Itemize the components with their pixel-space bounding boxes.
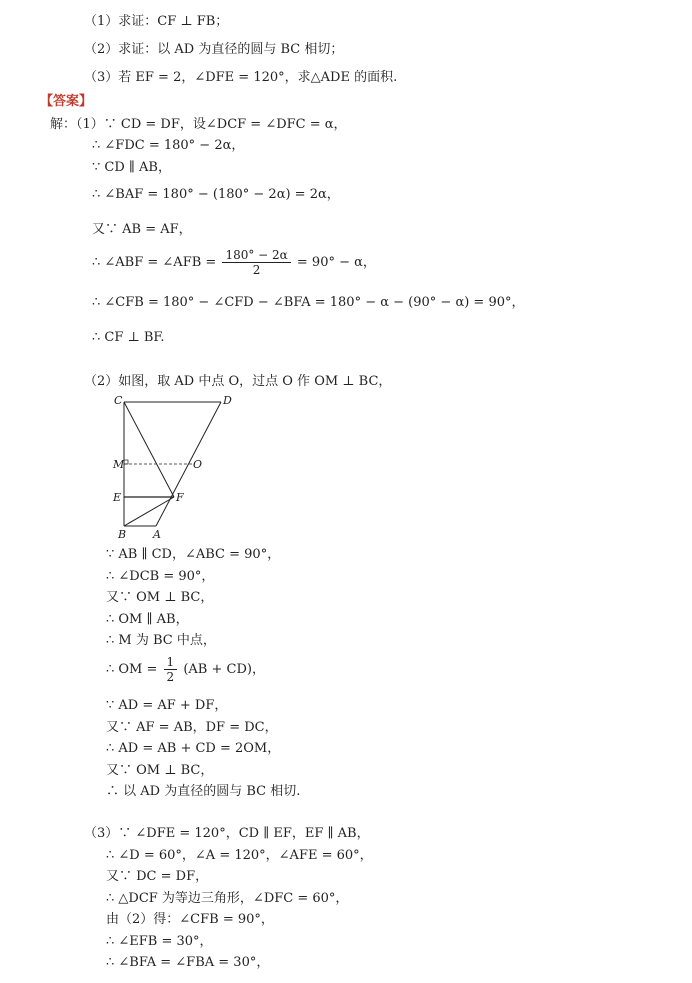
p1-line-7: ∴ ∠CFB = 180° − ∠CFD − ∠BFA = 180° − α − (90° − α) = 90°，	[92, 295, 525, 310]
p2-line-9: 又∵ AF = AB，DF = DC，	[106, 720, 278, 735]
p2-line-5: ∴ OM ∥ AB，	[106, 612, 189, 627]
p2-fraction	[164, 655, 178, 684]
label-f: F	[176, 491, 184, 504]
p2-line-1: （2）如图，取 AD 中点 O，过点 O 作 OM ⊥ BC，	[84, 374, 392, 389]
p1-line-4: ∴ ∠BAF = 180° − (180° − 2α) = 2α，	[92, 187, 340, 202]
label-e: E	[113, 491, 122, 504]
p2-line-7-suffix: (AB + CD)，	[183, 662, 265, 677]
p3-line-4: ∴ △DCF 为等边三角形，∠DFC = 60°，	[106, 891, 349, 906]
segment-cf	[124, 402, 174, 497]
p2-line-6: ∴ M 为 BC 中点，	[106, 633, 216, 648]
label-c: C	[114, 394, 123, 407]
p1-fraction-den: 2	[252, 263, 261, 277]
p1-line-3: ∵ CD ∥ AB，	[92, 160, 171, 175]
geometry-figure	[106, 392, 236, 542]
p1-line-6-prefix: ∴ ∠ABF = ∠AFB =	[92, 255, 217, 270]
p3-line-5: 由（2）得：∠CFB = 90°，	[106, 912, 274, 927]
p1-line-1: 解：（1）∵ CD = DF，设∠DCF = ∠DFC = α，	[50, 117, 347, 132]
p3-line-2: ∴ ∠D = 60°，∠A = 120°，∠AFE = 60°，	[106, 848, 373, 863]
p1-line-2: ∴ ∠FDC = 180° − 2α，	[92, 138, 245, 153]
p2-line-7	[106, 655, 265, 684]
p3-line-6: ∴ ∠EFB = 30°，	[106, 934, 213, 949]
p2-line-8: ∵ AD = AF + DF，	[106, 698, 228, 713]
label-d: D	[223, 394, 232, 407]
p2-line-10: ∴ AD = AB + CD = 2OM，	[106, 741, 281, 756]
p1-line-8: ∴ CF ⊥ BF.	[92, 330, 165, 345]
p2-line-4: 又∵ OM ⊥ BC，	[106, 590, 214, 605]
p2-line-12: ∴ 以 AD 为直径的圆与 BC 相切.	[106, 784, 301, 799]
answer-label: 【答案】	[40, 94, 93, 109]
p2-line-3: ∴ ∠DCB = 90°，	[106, 569, 215, 584]
label-o: O	[193, 458, 203, 471]
p3-line-3: 又∵ DC = DF，	[106, 869, 209, 884]
p1-fraction	[222, 248, 290, 277]
segment-bf	[124, 497, 174, 526]
question-2: （2）求证：以 AD 为直径的圆与 BC 相切；	[84, 42, 344, 57]
p3-line-1: （3）∵ ∠DFE = 120°，CD ∥ EF，EF ∥ AB，	[84, 826, 370, 841]
p3-line-7: ∴ ∠BFA = ∠FBA = 30°，	[106, 955, 270, 970]
p2-line-2: ∵ AB ∥ CD，∠ABC = 90°，	[106, 547, 281, 562]
label-b: B	[118, 528, 127, 541]
question-1: （1）求证：CF ⊥ FB；	[84, 14, 229, 29]
p2-fraction-num: 1	[164, 655, 178, 670]
p1-line-6-suffix: = 90° − α，	[296, 255, 376, 270]
p1-line-5: 又∵ AB = AF，	[92, 222, 192, 237]
p2-fraction-den: 2	[166, 670, 175, 684]
p2-line-7-prefix: ∴ OM =	[106, 662, 158, 677]
label-m: M	[113, 458, 125, 471]
p1-line-6	[92, 248, 376, 277]
p2-line-11: 又∵ OM ⊥ BC，	[106, 763, 214, 778]
question-3: （3）若 EF = 2，∠DFE = 120°，求△ADE 的面积.	[84, 70, 398, 85]
label-a: A	[153, 528, 161, 541]
right-angle-mark	[124, 460, 128, 464]
p1-fraction-num: 180° − 2α	[222, 248, 290, 263]
